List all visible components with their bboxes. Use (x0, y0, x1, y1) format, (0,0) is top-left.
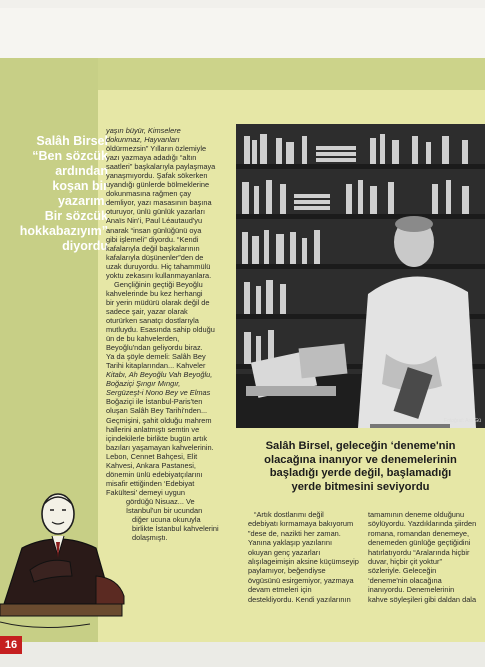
photo-caption (238, 440, 483, 494)
text-line: oturuyor, ünlü günlük yazarları (106, 207, 206, 217)
text-line: Boğaziçi ile İstanbul-Paris'ten (106, 397, 203, 407)
top-color-band (98, 58, 485, 90)
text-line: bir yerin müdürü olarak değil de (106, 297, 210, 307)
text-line: dolaşmıştı. (132, 533, 168, 543)
text-line: Kitabı, Ah Beyoğlu Vah Beyoğlu, (106, 370, 213, 380)
text-line: edebiyatı kırmamaya bakıyorum (248, 519, 354, 529)
text-line: anarak “insan günlüğünü oya (106, 225, 202, 235)
caption-line: başladığı yerde değil, başlamadığı (269, 467, 452, 479)
text-column-right (368, 510, 484, 604)
text-line: mutluydu. Esasında sahip olduğu (106, 325, 215, 335)
text-line: övgüsünü esirgemiyor, yazmaya (248, 575, 354, 585)
caption-line: olacağına inanıyor ve denemelerinin (264, 453, 457, 466)
text-line: sadece şair, yazar olarak (106, 306, 188, 316)
text-line: “Artık dostlarımı değil (254, 510, 324, 519)
text-line: paylamıyor, beğendiyse (248, 566, 326, 576)
text-line: oturürken sanatçı dostlarıyla (106, 315, 199, 325)
text-line: destekliyordu. Kendi yazılarının (248, 594, 351, 604)
text-line: uzak duruyordu. Hiç tahammülü (106, 261, 211, 271)
text-line: Geçmişini, şahit olduğu mahrem (106, 415, 212, 425)
text-line: alışılageimişin aksine küçümseyip (248, 557, 359, 567)
portrait-caricature-illustration (0, 486, 128, 641)
text-line: birlikte İstanbul kahvelerini (132, 524, 219, 534)
bookshelf-portrait-image (236, 124, 485, 428)
text-line: Tarihi kitaplarından... Kahveler (106, 361, 206, 371)
text-line: tamamının deneme olduğunu (368, 510, 465, 519)
pull-quote-line: ardından (55, 164, 108, 178)
text-line: demliyor, yazı masasının başına (106, 198, 212, 208)
text-line: Yanına yaklaşıp yazılarını (248, 538, 333, 548)
text-line: dokunmaz, Hayvanları (106, 135, 180, 145)
text-line: öldürmezsin” Yılların özlemiyle (106, 144, 207, 154)
text-line: ”dese de, nazikti her zaman. (248, 528, 341, 538)
text-line: Anaïs Nin'i, Paul Léautaud'yu (106, 216, 203, 226)
text-line: hatırlatıyordu “Aralarında hiçbir (368, 547, 470, 557)
text-line: Lebon, Cennet Bahçesi, Elit (106, 451, 198, 461)
text-line: hallerini anlatmıştı semtin ve (106, 424, 200, 434)
text-line: Fakültesi’ demeyi uygun (106, 487, 186, 497)
text-line: gördüğü Nisuaz... Ve (126, 496, 195, 506)
text-line: Beyoğlu'ndan geliyordu biraz. (106, 343, 203, 353)
paragraph-1 (106, 126, 232, 280)
text-line: Boğaziçi Şıngır Mıngır, (106, 379, 181, 389)
page-number: 16 (0, 636, 22, 654)
text-line: yazı yazmaya adadığı “altın (106, 153, 197, 163)
text-line: dokunmasına rağmen çay (106, 189, 192, 199)
pull-quote-line: koşan bir (52, 179, 108, 193)
pull-quote-line: “Ben sözcük (32, 149, 108, 163)
bottom-strip (0, 642, 485, 667)
text-line: ‘deneme'nin olacağına (368, 575, 442, 585)
caption-line: Salâh Birsel, geleceğin ‘deneme'nin (265, 440, 456, 452)
text-line: kafalarıyla değil başkalarının (106, 243, 200, 253)
pull-quote-line: Bir sözcük (44, 209, 108, 223)
text-line: Ya da şöyle demeli: Salâh Bey (106, 352, 206, 362)
author-photo (236, 124, 485, 428)
text-line: içindekilerle birlikte bugün artık (106, 433, 208, 443)
text-line: yanaşmıyordu. Şafak sökerken (106, 171, 208, 181)
pull-quote-line: diyordu (62, 239, 108, 253)
text-line: diğer ucuna okuruyla (132, 515, 201, 525)
pull-quote-line: yazarım. (57, 194, 108, 208)
text-line: Kahvesi, Ankara Pastanesi, (106, 460, 196, 470)
caption-line: yerde bitmesini seviyordu (291, 480, 430, 493)
text-line: dönemin ünlü edebiyatçılarını (106, 469, 203, 479)
text-line: inanıyordu. Denemelerinin (368, 585, 455, 595)
text-line: devam etmeleri için (248, 585, 312, 595)
text-line: kafalarıyla düşünenler”den de (106, 252, 204, 262)
text-line: sözleriyle. Geleceğin (368, 566, 437, 576)
text-line: yoktu zekasını kullanmayanlara. (106, 270, 212, 280)
text-line: oluşan Salâh Bey Tarihi'nden... (106, 406, 208, 416)
text-line: denemeden günlüğe geçtiğidini (368, 538, 471, 548)
text-line: okuyan genç yazarları (248, 547, 321, 557)
text-line: duvar, hiçbir çit yoktur” (368, 557, 442, 567)
photo-credit: Fotoğraf: Ara Gü (444, 418, 481, 424)
text-line: gibi işlemeli” diyordu. “Kendi (106, 234, 199, 244)
text-line: kahve söyleşileri gibi daldan dala (368, 594, 477, 604)
body-text-column (106, 126, 232, 542)
text-line: romana, romandan denemeye, (368, 528, 470, 538)
text-line: ün de bu kahvelerden, (106, 334, 180, 344)
text-line: saatleri” başkalarıyla paylaşmaya (106, 162, 216, 172)
text-line: Gençliğinin geçtiği Beyoğlu (114, 279, 203, 289)
pull-quote (4, 134, 108, 254)
header-strip (0, 8, 485, 61)
text-line: İstanbul'un bir ucundan (126, 505, 203, 515)
text-line: Sergüzeşt-i Nono Bey ve Elmas (106, 388, 211, 398)
text-line: misafir ettiğinden ‘Edebiyat (106, 478, 195, 488)
text-line: kahvelerinde bu kez herhangi (106, 288, 203, 298)
pull-quote-line: Salâh Birsel (36, 134, 108, 148)
pull-quote-line: hokkabazıyım” (19, 224, 108, 238)
text-column-middle (248, 510, 366, 604)
text-line: yaşın büyür, Kimselere (106, 126, 181, 135)
text-line: uyandığı günlerde bölmeklerine (106, 180, 210, 190)
text-line: söylüyordu. Yazdıklarında şiirden (368, 519, 477, 529)
text-line: bazıları yaşamayan kahvelerinin. (106, 442, 214, 452)
